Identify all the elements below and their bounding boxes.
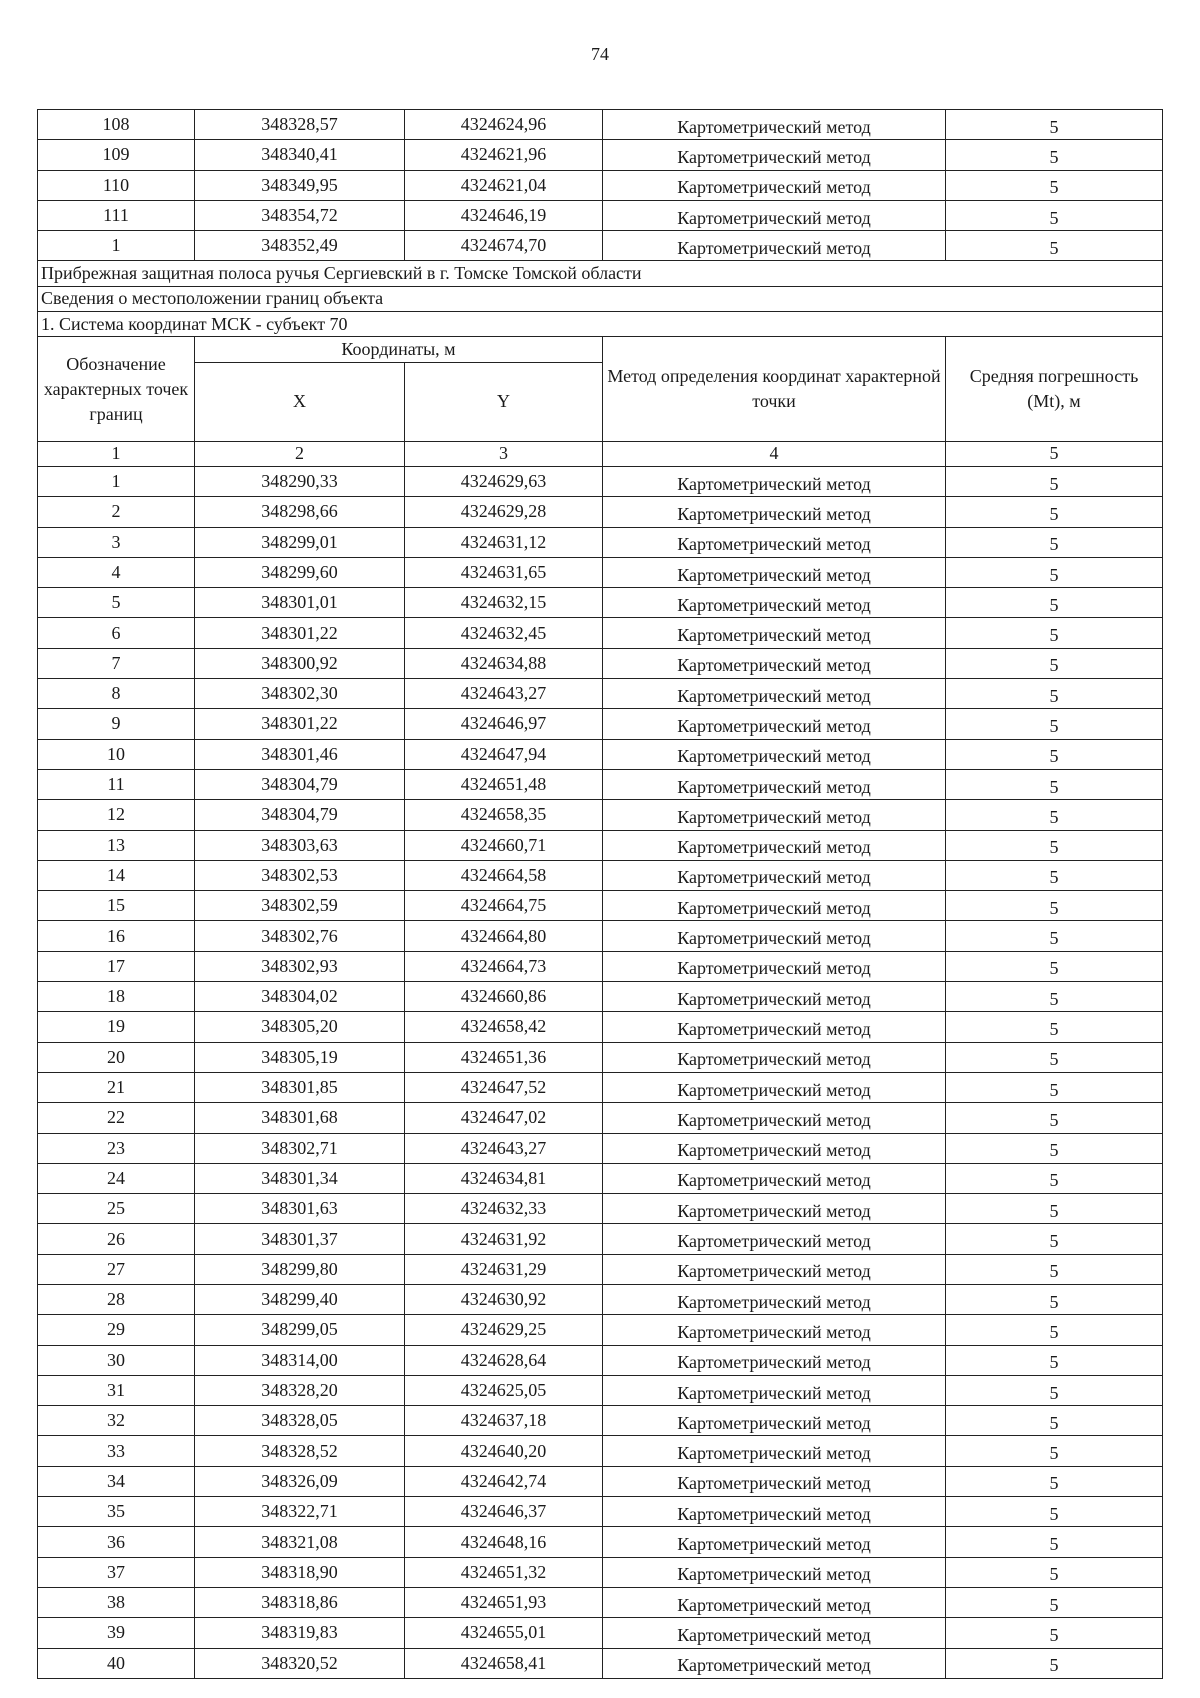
method: Картометрический метод [603, 466, 946, 496]
coord-x: 348299,60 [195, 557, 405, 587]
coord-y: 4324647,94 [405, 739, 603, 769]
mean-error: 5 [946, 1103, 1163, 1133]
table-row [38, 1042, 1163, 1072]
point-id: 111 [38, 200, 195, 230]
coord-y: 4324658,42 [405, 1012, 603, 1042]
coord-y: 4324630,92 [405, 1284, 603, 1314]
header-coords: Координаты, м [195, 337, 603, 362]
column-numbers-row [38, 441, 1163, 466]
coord-y: 4324632,15 [405, 588, 603, 618]
coord-y: 4324625,05 [405, 1375, 603, 1405]
coord-x: 348314,00 [195, 1345, 405, 1375]
method: Картометрический метод [603, 1224, 946, 1254]
coord-x: 348299,01 [195, 527, 405, 557]
coord-y: 4324631,29 [405, 1254, 603, 1284]
coord-y: 4324647,02 [405, 1103, 603, 1133]
mean-error: 5 [946, 830, 1163, 860]
method: Картометрический метод [603, 497, 946, 527]
mean-error: 5 [946, 1527, 1163, 1557]
point-id: 16 [38, 921, 195, 951]
point-id: 110 [38, 170, 195, 200]
point-id: 17 [38, 951, 195, 981]
method: Картометрический метод [603, 709, 946, 739]
point-id: 10 [38, 739, 195, 769]
coord-y: 4324646,19 [405, 200, 603, 230]
mean-error: 5 [946, 557, 1163, 587]
point-id: 3 [38, 527, 195, 557]
header-point: Обозначение характерных точек границ [38, 337, 195, 441]
coord-x: 348305,20 [195, 1012, 405, 1042]
table-row [38, 231, 1163, 261]
table-row [38, 1012, 1163, 1042]
table-row [38, 1375, 1163, 1405]
point-id: 109 [38, 140, 195, 170]
method: Картометрический метод [603, 1436, 946, 1466]
method: Картометрический метод [603, 951, 946, 981]
coord-y: 4324642,74 [405, 1466, 603, 1496]
coord-x: 348301,46 [195, 739, 405, 769]
mean-error: 5 [946, 527, 1163, 557]
coord-x: 348340,41 [195, 140, 405, 170]
mean-error: 5 [946, 1497, 1163, 1527]
col-number: 3 [405, 441, 603, 466]
method: Картометрический метод [603, 1284, 946, 1314]
method: Картометрический метод [603, 1497, 946, 1527]
coord-x: 348319,83 [195, 1618, 405, 1648]
section-title: Прибрежная защитная полоса ручья Сергиевский в г. Томске Томской области [38, 261, 1163, 286]
coord-y: 4324634,88 [405, 648, 603, 678]
point-id: 34 [38, 1466, 195, 1496]
method: Картометрический метод [603, 1103, 946, 1133]
point-id: 20 [38, 1042, 195, 1072]
coord-y: 4324624,96 [405, 110, 603, 140]
coord-x: 348354,72 [195, 200, 405, 230]
col-number: 4 [603, 441, 946, 466]
header-method: Метод определения координат характерной точки [603, 337, 946, 441]
coord-x: 348326,09 [195, 1466, 405, 1496]
table-row [38, 170, 1163, 200]
point-id: 4 [38, 557, 195, 587]
header-error: Средняя погрешность (Mt), м [946, 337, 1163, 441]
mean-error: 5 [946, 466, 1163, 496]
section-subtitle: Сведения о местоположении границ объекта [38, 286, 1163, 311]
table-row [38, 860, 1163, 890]
coord-y: 4324658,35 [405, 800, 603, 830]
method: Картометрический метод [603, 1375, 946, 1405]
mean-error: 5 [946, 497, 1163, 527]
table-row [38, 1103, 1163, 1133]
coord-y: 4324631,92 [405, 1224, 603, 1254]
point-id: 6 [38, 618, 195, 648]
mean-error: 5 [946, 618, 1163, 648]
point-id: 36 [38, 1527, 195, 1557]
method: Картометрический метод [603, 769, 946, 799]
point-id: 9 [38, 709, 195, 739]
coord-x: 348300,92 [195, 648, 405, 678]
table-row [38, 1224, 1163, 1254]
method: Картометрический метод [603, 1254, 946, 1284]
mean-error: 5 [946, 1406, 1163, 1436]
coord-x: 348301,68 [195, 1103, 405, 1133]
point-id: 15 [38, 891, 195, 921]
method: Картометрический метод [603, 921, 946, 951]
coord-y: 4324629,63 [405, 466, 603, 496]
mean-error: 5 [946, 231, 1163, 261]
table-row [38, 709, 1163, 739]
coord-y: 4324621,04 [405, 170, 603, 200]
method: Картометрический метод [603, 860, 946, 890]
table-row [38, 1436, 1163, 1466]
coord-y: 4324651,93 [405, 1587, 603, 1617]
mean-error: 5 [946, 588, 1163, 618]
point-id: 26 [38, 1224, 195, 1254]
col-number: 5 [946, 441, 1163, 466]
table-row [38, 1163, 1163, 1193]
mean-error: 5 [946, 648, 1163, 678]
coord-y: 4324643,27 [405, 1133, 603, 1163]
method: Картометрический метод [603, 200, 946, 230]
coord-y: 4324648,16 [405, 1527, 603, 1557]
mean-error: 5 [946, 739, 1163, 769]
coord-x: 348328,52 [195, 1436, 405, 1466]
method: Картометрический метод [603, 739, 946, 769]
mean-error: 5 [946, 951, 1163, 981]
coord-y: 4324629,28 [405, 497, 603, 527]
table-row [38, 739, 1163, 769]
coord-y: 4324628,64 [405, 1345, 603, 1375]
table-row [38, 1284, 1163, 1314]
mean-error: 5 [946, 1042, 1163, 1072]
mean-error: 5 [946, 921, 1163, 951]
coord-x: 348302,76 [195, 921, 405, 951]
point-id: 37 [38, 1557, 195, 1587]
coord-x: 348301,85 [195, 1072, 405, 1102]
point-id: 38 [38, 1587, 195, 1617]
coord-y: 4324664,73 [405, 951, 603, 981]
method: Картометрический метод [603, 110, 946, 140]
coord-x: 348304,79 [195, 769, 405, 799]
table-row [38, 951, 1163, 981]
method: Картометрический метод [603, 1163, 946, 1193]
method: Картометрический метод [603, 170, 946, 200]
mean-error: 5 [946, 891, 1163, 921]
col-number: 2 [195, 441, 405, 466]
mean-error: 5 [946, 679, 1163, 709]
method: Картометрический метод [603, 1133, 946, 1163]
coord-x: 348328,05 [195, 1406, 405, 1436]
col-number: 1 [38, 441, 195, 466]
mean-error: 5 [946, 1557, 1163, 1587]
mean-error: 5 [946, 1618, 1163, 1648]
mean-error: 5 [946, 860, 1163, 890]
method: Картометрический метод [603, 140, 946, 170]
coord-y: 4324634,81 [405, 1163, 603, 1193]
coord-x: 348318,86 [195, 1587, 405, 1617]
table-row [38, 140, 1163, 170]
method: Картометрический метод [603, 557, 946, 587]
coord-y: 4324640,20 [405, 1436, 603, 1466]
method: Картометрический метод [603, 1527, 946, 1557]
table-row [38, 466, 1163, 496]
mean-error: 5 [946, 200, 1163, 230]
point-id: 33 [38, 1436, 195, 1466]
coord-x: 348302,53 [195, 860, 405, 890]
mean-error: 5 [946, 1072, 1163, 1102]
coord-y: 4324629,25 [405, 1315, 603, 1345]
method: Картометрический метод [603, 1648, 946, 1678]
mean-error: 5 [946, 1224, 1163, 1254]
coord-x: 348299,40 [195, 1284, 405, 1314]
method: Картометрический метод [603, 1194, 946, 1224]
table-row [38, 1497, 1163, 1527]
table-row [38, 769, 1163, 799]
table-row [38, 1527, 1163, 1557]
point-id: 22 [38, 1103, 195, 1133]
coord-x: 348328,57 [195, 110, 405, 140]
method: Картометрический метод [603, 1557, 946, 1587]
point-id: 14 [38, 860, 195, 890]
point-id: 19 [38, 1012, 195, 1042]
method: Картометрический метод [603, 527, 946, 557]
coord-x: 348301,34 [195, 1163, 405, 1193]
mean-error: 5 [946, 110, 1163, 140]
mean-error: 5 [946, 1587, 1163, 1617]
table-row [38, 1254, 1163, 1284]
coord-x: 348301,37 [195, 1224, 405, 1254]
mean-error: 5 [946, 1375, 1163, 1405]
coord-x: 348352,49 [195, 231, 405, 261]
method: Картометрический метод [603, 1587, 946, 1617]
table-row [38, 1194, 1163, 1224]
table-row [38, 1133, 1163, 1163]
point-id: 12 [38, 800, 195, 830]
coord-y: 4324664,80 [405, 921, 603, 951]
section-header [38, 261, 1163, 466]
table-row [38, 1345, 1163, 1375]
point-id: 5 [38, 588, 195, 618]
mean-error: 5 [946, 170, 1163, 200]
mean-error: 5 [946, 140, 1163, 170]
mean-error: 5 [946, 1466, 1163, 1496]
mean-error: 5 [946, 1345, 1163, 1375]
coord-y: 4324651,48 [405, 769, 603, 799]
coord-x: 348301,22 [195, 709, 405, 739]
mean-error: 5 [946, 1648, 1163, 1678]
coord-x: 348298,66 [195, 497, 405, 527]
coordinates-table [37, 109, 1163, 1679]
coord-x: 348302,59 [195, 891, 405, 921]
mean-error: 5 [946, 1254, 1163, 1284]
mean-error: 5 [946, 1194, 1163, 1224]
table-row [38, 618, 1163, 648]
coord-y: 4324647,52 [405, 1072, 603, 1102]
method: Картометрический метод [603, 1072, 946, 1102]
coord-x: 348301,63 [195, 1194, 405, 1224]
mean-error: 5 [946, 1284, 1163, 1314]
table-row [38, 200, 1163, 230]
point-id: 25 [38, 1194, 195, 1224]
point-id: 31 [38, 1375, 195, 1405]
point-id: 7 [38, 648, 195, 678]
point-id: 40 [38, 1648, 195, 1678]
point-id: 30 [38, 1345, 195, 1375]
page-number: 74 [591, 44, 609, 64]
point-id: 24 [38, 1163, 195, 1193]
table-row [38, 891, 1163, 921]
method: Картометрический метод [603, 1406, 946, 1436]
method: Картометрический метод [603, 1012, 946, 1042]
table-row [38, 1587, 1163, 1617]
header-y: Y [405, 362, 603, 441]
table-row [38, 679, 1163, 709]
table-row [38, 1648, 1163, 1678]
method: Картометрический метод [603, 1466, 946, 1496]
table-row [38, 1618, 1163, 1648]
table-row [38, 110, 1163, 140]
mean-error: 5 [946, 1012, 1163, 1042]
method: Картометрический метод [603, 1345, 946, 1375]
coord-system: 1. Система координат МСК - субъект 70 [38, 312, 1163, 337]
coord-x: 348299,80 [195, 1254, 405, 1284]
method: Картометрический метод [603, 648, 946, 678]
table-row [38, 982, 1163, 1012]
mean-error: 5 [946, 1163, 1163, 1193]
point-id: 35 [38, 1497, 195, 1527]
point-id: 23 [38, 1133, 195, 1163]
point-id: 1 [38, 231, 195, 261]
coord-x: 348301,01 [195, 588, 405, 618]
coord-y: 4324660,86 [405, 982, 603, 1012]
coord-x: 348301,22 [195, 618, 405, 648]
coord-x: 348349,95 [195, 170, 405, 200]
coord-y: 4324655,01 [405, 1618, 603, 1648]
point-id: 2 [38, 497, 195, 527]
point-id: 1 [38, 466, 195, 496]
table-row [38, 1315, 1163, 1345]
mean-error: 5 [946, 709, 1163, 739]
coord-x: 348321,08 [195, 1527, 405, 1557]
coord-x: 348302,71 [195, 1133, 405, 1163]
mean-error: 5 [946, 769, 1163, 799]
coord-x: 348290,33 [195, 466, 405, 496]
coord-y: 4324632,45 [405, 618, 603, 648]
table-row [38, 830, 1163, 860]
point-id: 27 [38, 1254, 195, 1284]
coord-x: 348299,05 [195, 1315, 405, 1345]
method: Картометрический метод [603, 830, 946, 860]
table-row [38, 497, 1163, 527]
method: Картометрический метод [603, 1315, 946, 1345]
coord-y: 4324651,32 [405, 1557, 603, 1587]
point-id: 13 [38, 830, 195, 860]
method: Картометрический метод [603, 679, 946, 709]
mean-error: 5 [946, 1133, 1163, 1163]
coord-x: 348303,63 [195, 830, 405, 860]
point-id: 18 [38, 982, 195, 1012]
method: Картометрический метод [603, 1042, 946, 1072]
point-id: 21 [38, 1072, 195, 1102]
coord-y: 4324632,33 [405, 1194, 603, 1224]
point-id: 8 [38, 679, 195, 709]
method: Картометрический метод [603, 982, 946, 1012]
coord-y: 4324621,96 [405, 140, 603, 170]
point-id: 28 [38, 1284, 195, 1314]
method: Картометрический метод [603, 231, 946, 261]
coord-x: 348318,90 [195, 1557, 405, 1587]
table-row [38, 557, 1163, 587]
table-row [38, 1557, 1163, 1587]
table-row [38, 588, 1163, 618]
point-id: 39 [38, 1618, 195, 1648]
coord-y: 4324660,71 [405, 830, 603, 860]
coord-x: 348302,30 [195, 679, 405, 709]
coord-y: 4324631,12 [405, 527, 603, 557]
point-id: 108 [38, 110, 195, 140]
point-id: 29 [38, 1315, 195, 1345]
method: Картометрический метод [603, 800, 946, 830]
coord-y: 4324646,97 [405, 709, 603, 739]
header-x: X [195, 362, 405, 441]
table-row [38, 1072, 1163, 1102]
coord-y: 4324631,65 [405, 557, 603, 587]
coord-x: 348304,79 [195, 800, 405, 830]
coord-x: 348302,93 [195, 951, 405, 981]
point-id: 11 [38, 769, 195, 799]
coord-x: 348322,71 [195, 1497, 405, 1527]
coord-y: 4324637,18 [405, 1406, 603, 1436]
coord-y: 4324643,27 [405, 679, 603, 709]
table-row [38, 800, 1163, 830]
coord-y: 4324664,58 [405, 860, 603, 890]
table-row [38, 648, 1163, 678]
method: Картометрический метод [603, 1618, 946, 1648]
method: Картометрический метод [603, 891, 946, 921]
coord-x: 348320,52 [195, 1648, 405, 1678]
table-row [38, 1406, 1163, 1436]
point-id: 32 [38, 1406, 195, 1436]
mean-error: 5 [946, 1436, 1163, 1466]
coord-x: 348304,02 [195, 982, 405, 1012]
coord-y: 4324674,70 [405, 231, 603, 261]
mean-error: 5 [946, 800, 1163, 830]
main-rows [38, 466, 1163, 1678]
coord-y: 4324651,36 [405, 1042, 603, 1072]
table-row [38, 527, 1163, 557]
top-rows [38, 110, 1163, 261]
mean-error: 5 [946, 1315, 1163, 1345]
method: Картометрический метод [603, 588, 946, 618]
table-row [38, 921, 1163, 951]
coord-x: 348305,19 [195, 1042, 405, 1072]
method: Картометрический метод [603, 618, 946, 648]
coord-x: 348328,20 [195, 1375, 405, 1405]
coord-y: 4324664,75 [405, 891, 603, 921]
mean-error: 5 [946, 982, 1163, 1012]
table-row [38, 1466, 1163, 1496]
coord-y: 4324658,41 [405, 1648, 603, 1678]
coord-y: 4324646,37 [405, 1497, 603, 1527]
